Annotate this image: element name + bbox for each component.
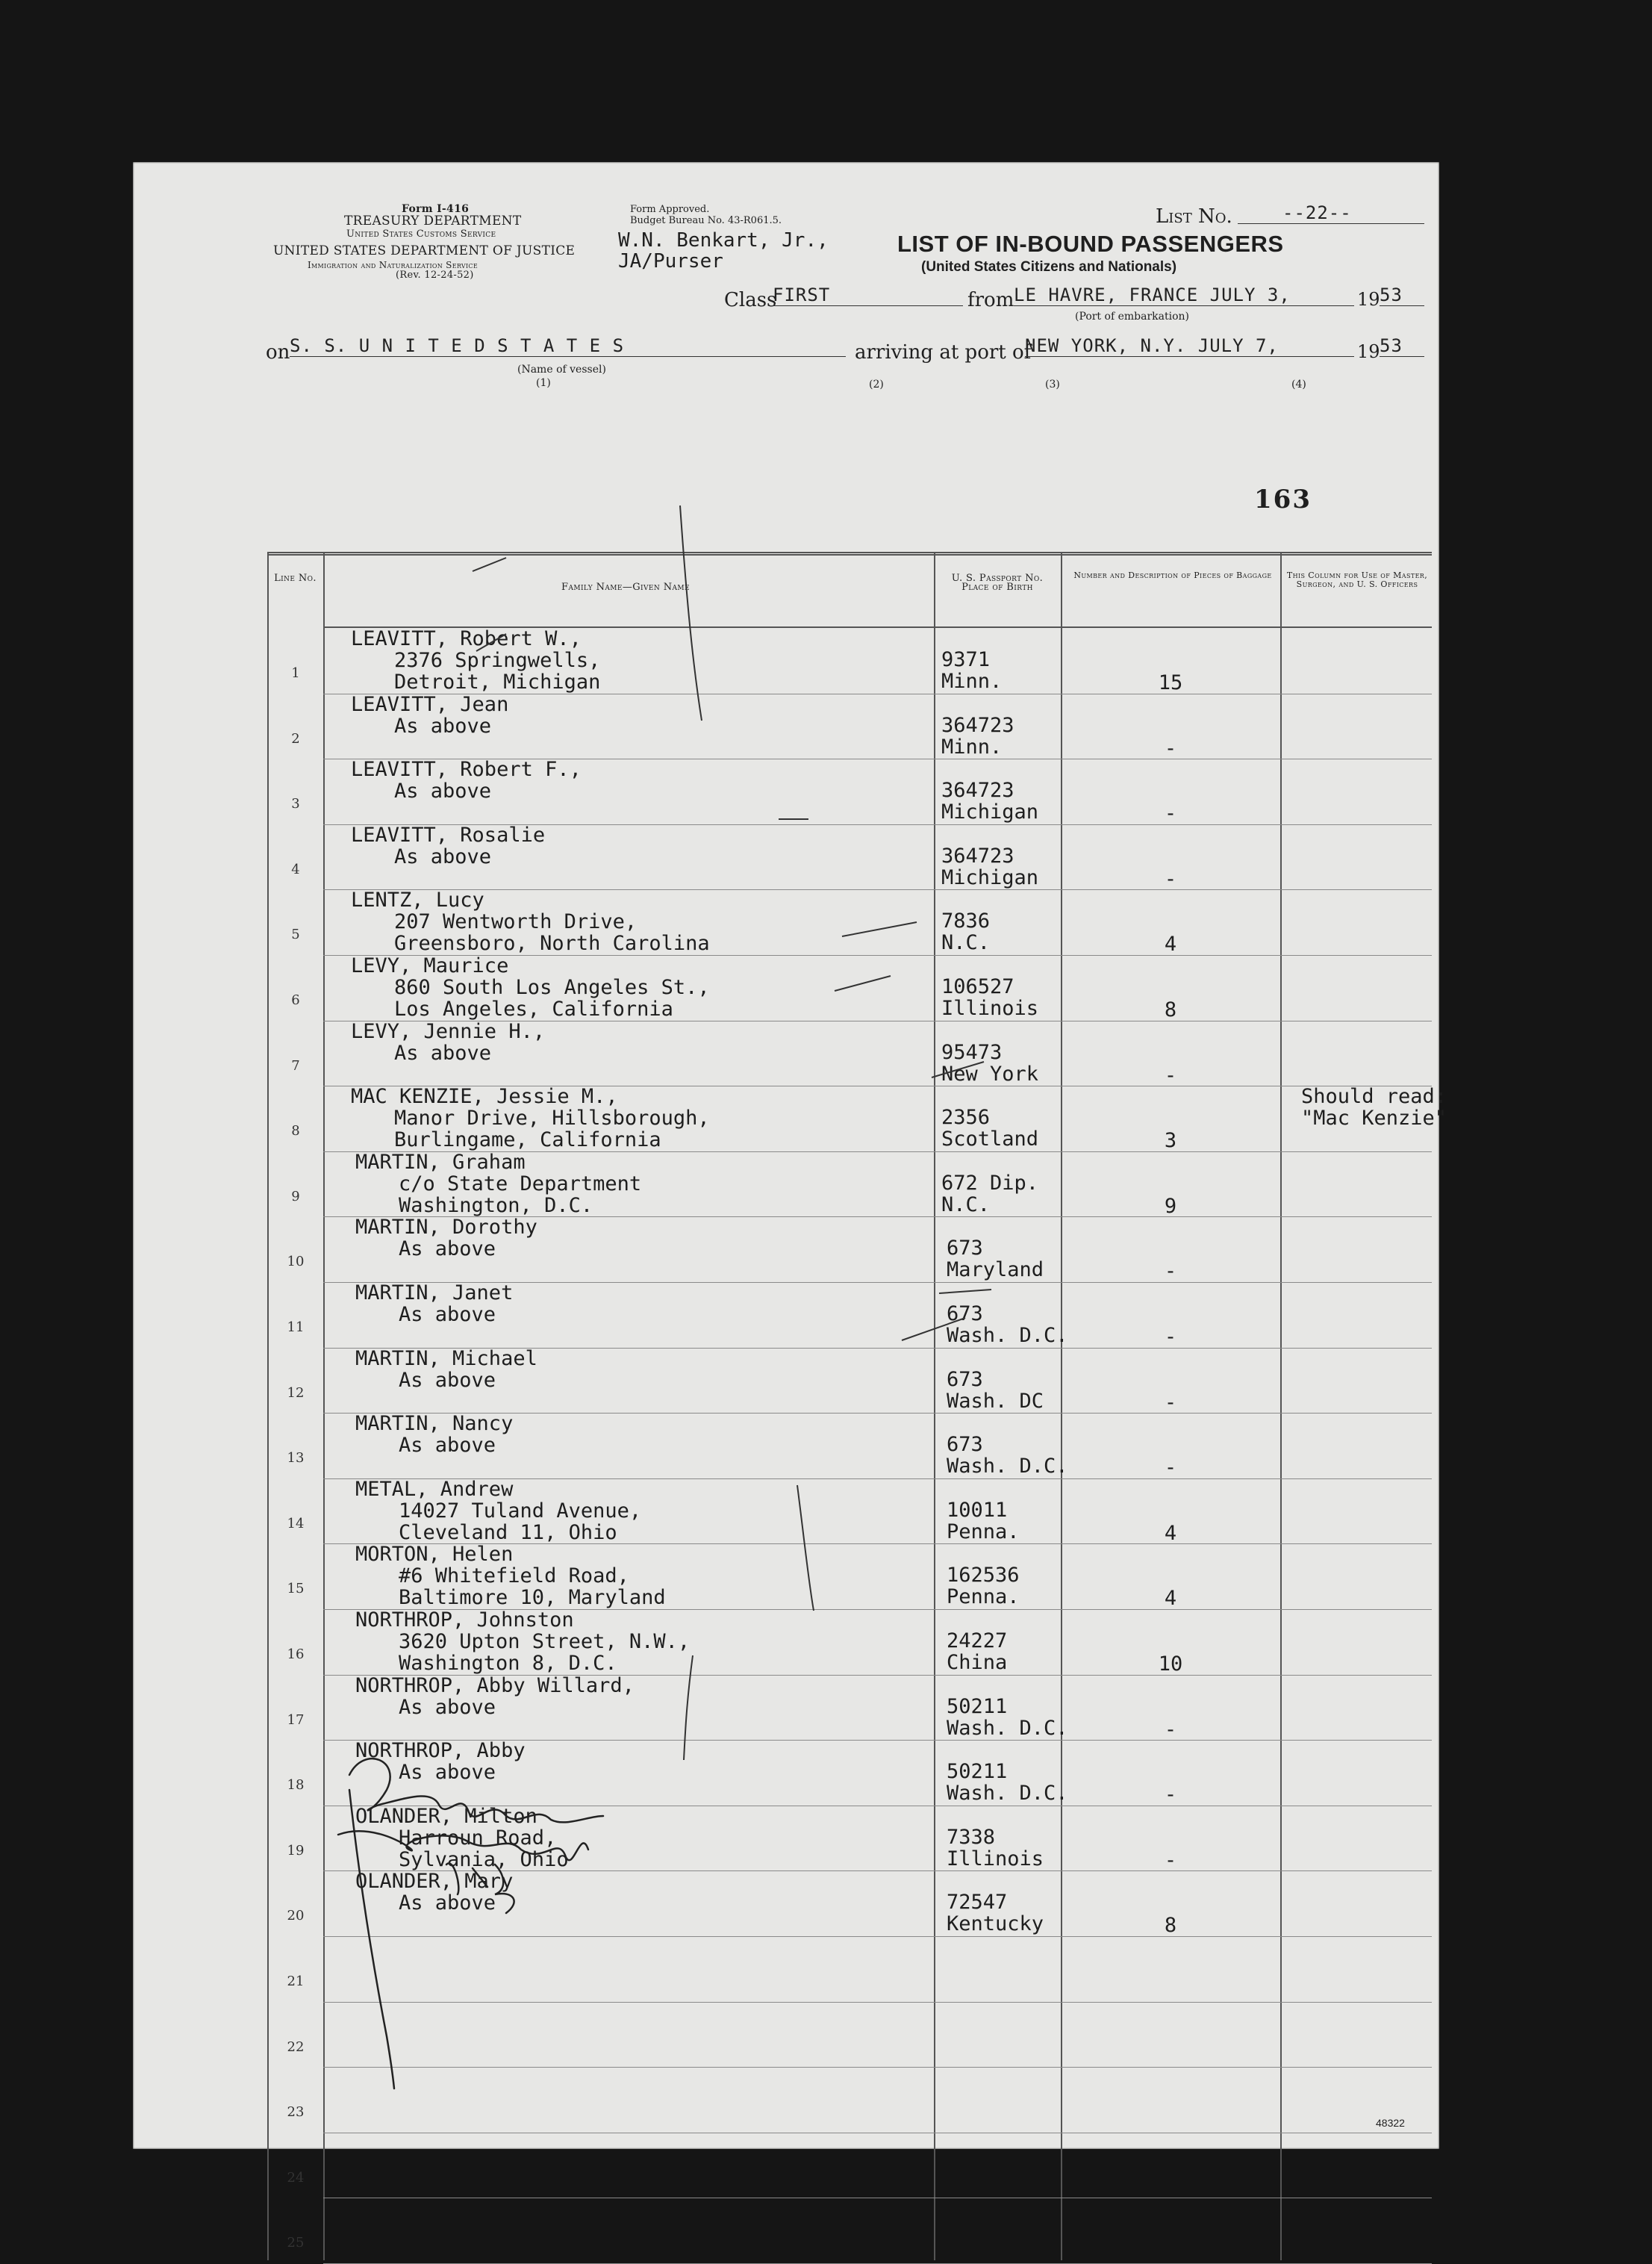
address-line-1: As above xyxy=(399,1761,496,1785)
line-number: 1 xyxy=(291,665,300,681)
line-number: 13 xyxy=(287,1450,305,1467)
line-number: 22 xyxy=(287,2038,305,2055)
address-line-1: As above xyxy=(394,780,492,803)
line-number: 8 xyxy=(291,1123,300,1139)
stamp-number: 163 xyxy=(1254,485,1312,514)
address-line-1: As above xyxy=(399,1434,496,1458)
address-line-1: 207 Wentworth Drive, xyxy=(394,910,638,934)
address-line-1: As above xyxy=(399,1891,496,1915)
passport-number: 364723 xyxy=(941,844,1014,868)
col-header-name: Family Name—Given Name xyxy=(561,582,690,593)
passenger-name: LEAVITT, Robert F., xyxy=(351,758,582,782)
address-line-1: 2376 Springwells, xyxy=(394,649,601,672)
address-line-2: Los Angeles, California xyxy=(394,998,673,1021)
place-of-birth: Penna. xyxy=(947,1585,1020,1609)
passport-number: 2356 xyxy=(941,1106,991,1130)
baggage-count: 9 xyxy=(1164,1194,1177,1218)
address-line-1: Harroun Road, xyxy=(399,1826,557,1850)
passport-number: 50211 xyxy=(947,1760,1008,1784)
address-line-1: c/o State Department xyxy=(399,1172,642,1195)
line-number: 12 xyxy=(287,1384,305,1401)
arriving-label: arriving at port of xyxy=(855,341,1032,364)
col-header-baggage: Number and Description of Pieces of Baggage xyxy=(1073,570,1272,580)
place-of-birth: Wash. D.C. xyxy=(947,1455,1068,1478)
passenger-name: MARTIN, Graham xyxy=(355,1150,526,1174)
line-number: 10 xyxy=(287,1254,305,1270)
treasury-department: TREASURY DEPARTMENT xyxy=(344,214,522,228)
address-line-2: Burlingame, California xyxy=(394,1128,661,1152)
passenger-name: LEAVITT, Robert W., xyxy=(351,627,582,650)
passport-number: 9371 xyxy=(941,648,991,671)
address-line-1: As above xyxy=(399,1368,496,1392)
col-number-3: (3) xyxy=(1045,379,1060,391)
baggage-count: - xyxy=(1164,1260,1177,1284)
line-number: 4 xyxy=(291,861,300,877)
baggage-count: - xyxy=(1164,1848,1177,1872)
on-label: on xyxy=(266,341,290,364)
place-of-birth: Wash. D.C. xyxy=(947,1782,1068,1806)
customs-service: United States Customs Service xyxy=(346,228,496,240)
address-line-1: As above xyxy=(394,714,492,738)
address-line-1: #6 Whitefield Road, xyxy=(399,1564,629,1588)
passenger-name: MORTON, Helen xyxy=(355,1543,514,1567)
address-line-1: 860 South Los Angeles St., xyxy=(394,976,710,999)
from-year: 53 xyxy=(1380,284,1424,306)
col-number-2: (2) xyxy=(869,379,884,391)
place-of-birth: Illinois xyxy=(941,997,1039,1020)
port-embarkation-caption: (Port of embarkation) xyxy=(1075,311,1189,323)
passenger-name: LENTZ, Lucy xyxy=(351,889,484,912)
baggage-count: - xyxy=(1164,1456,1177,1480)
line-number: 18 xyxy=(287,1777,305,1794)
passenger-name: MARTIN, Dorothy xyxy=(355,1216,537,1240)
passport-number: 673 xyxy=(947,1433,983,1457)
passport-number: 364723 xyxy=(941,713,1014,737)
revision: (Rev. 12-24-52) xyxy=(396,270,474,281)
passport-number: 162536 xyxy=(947,1564,1020,1587)
baggage-count: 8 xyxy=(1164,998,1177,1021)
passenger-name: MAC KENZIE, Jessie M., xyxy=(351,1085,618,1109)
address-line-2: Cleveland 11, Ohio xyxy=(399,1520,617,1544)
baggage-count: 10 xyxy=(1158,1652,1183,1676)
address-line-1: As above xyxy=(399,1695,496,1719)
place-of-birth: Wash. D.C. xyxy=(947,1716,1068,1740)
col-header-officers: This Column for Use of Master, Surgeon, and U. S. Officers xyxy=(1286,570,1428,589)
passport-number: 95473 xyxy=(941,1040,1003,1064)
line-number: 23 xyxy=(287,2104,305,2121)
address-line-2: Detroit, Michigan xyxy=(394,671,601,694)
baggage-count: 4 xyxy=(1164,933,1177,957)
place-of-birth: Minn. xyxy=(941,735,1003,759)
form-number: Form I-416 xyxy=(402,203,470,215)
arrival-port-date: NEW YORK, N.Y. JULY 7, xyxy=(1025,335,1354,357)
baggage-count: - xyxy=(1164,1390,1177,1414)
verification-marks xyxy=(133,162,1439,2149)
baggage-count: - xyxy=(1164,1325,1177,1349)
baggage-count: - xyxy=(1164,867,1177,891)
passenger-list-form xyxy=(133,162,1447,2251)
line-number: 25 xyxy=(287,2235,305,2251)
baggage-count: 15 xyxy=(1158,671,1183,694)
address-line-2: Sylvania, Ohio xyxy=(399,1847,569,1871)
col-number-4: (4) xyxy=(1291,379,1306,391)
passenger-name: OLANDER, Mary xyxy=(355,1870,514,1894)
line-number: 24 xyxy=(287,2169,305,2186)
passport-number: 72547 xyxy=(947,1891,1008,1915)
officer-name: W.N. Benkart, Jr., xyxy=(618,229,829,252)
passport-number: 7338 xyxy=(947,1825,996,1849)
line-number: 6 xyxy=(291,992,300,1008)
place-of-birth: Maryland xyxy=(947,1258,1044,1282)
baggage-count: 4 xyxy=(1164,1587,1177,1611)
line-number: 16 xyxy=(287,1646,305,1662)
passport-number: 673 xyxy=(947,1367,983,1391)
passenger-name: METAL, Andrew xyxy=(355,1477,514,1501)
line-number: 5 xyxy=(291,927,300,943)
place-of-birth: N.C. xyxy=(941,931,991,955)
line-number: 15 xyxy=(287,1581,305,1597)
address-line-1: 14027 Tuland Avenue, xyxy=(399,1499,642,1523)
officer-remark-2: "Mac Kenzie" xyxy=(1301,1107,1447,1131)
baggage-count: - xyxy=(1164,1063,1177,1087)
address-line-1: 3620 Upton Street, N.W., xyxy=(399,1630,691,1653)
class-label: Class xyxy=(724,289,777,311)
passenger-name: NORTHROP, Johnston xyxy=(355,1608,574,1632)
place-of-birth: N.C. xyxy=(941,1192,991,1216)
passenger-name: OLANDER, Milton xyxy=(355,1804,537,1828)
baggage-count: - xyxy=(1164,802,1177,826)
passenger-name: MARTIN, Michael xyxy=(355,1346,537,1370)
address-line-2: Washington 8, D.C. xyxy=(399,1652,617,1675)
baggage-count: 4 xyxy=(1164,1521,1177,1545)
place-of-birth: Michigan xyxy=(941,865,1039,889)
form-title: LIST OF IN-BOUND PASSENGERS xyxy=(897,231,1284,257)
line-number: 3 xyxy=(291,796,300,812)
line-number: 19 xyxy=(287,1842,305,1859)
address-line-1: As above xyxy=(399,1237,496,1261)
passport-number: 673 xyxy=(947,1237,983,1260)
line-number: 11 xyxy=(287,1319,305,1335)
officer-remark-1: Should read: xyxy=(1301,1085,1447,1109)
line-number: 9 xyxy=(291,1188,300,1204)
line-number: 17 xyxy=(287,1711,305,1728)
place-of-birth: Minn. xyxy=(941,670,1003,693)
passenger-name: LEVY, Jennie H., xyxy=(351,1019,546,1043)
passenger-name: LEVY, Maurice xyxy=(351,954,509,977)
address-line-1: Manor Drive, Hillsborough, xyxy=(394,1107,710,1131)
passenger-name: NORTHROP, Abby Willard, xyxy=(355,1673,635,1697)
place-of-birth: New York xyxy=(941,1062,1039,1086)
officer-title: JA/Purser xyxy=(618,250,723,273)
passenger-name: LEAVITT, Jean xyxy=(351,692,509,716)
place-of-birth: China xyxy=(947,1651,1008,1674)
address-line-2: Baltimore 10, Maryland xyxy=(399,1586,666,1610)
baggage-count: - xyxy=(1164,736,1177,760)
address-line-1: As above xyxy=(394,845,492,868)
from-port-date: LE HAVRE, FRANCE JULY 3, xyxy=(1014,284,1354,306)
passport-number: 50211 xyxy=(947,1694,1008,1718)
footer-number: 48322 xyxy=(1376,2117,1405,2129)
col-header-passport: U. S. Passport No. Place of Birth xyxy=(951,573,1044,593)
place-of-birth: Kentucky xyxy=(947,1912,1044,1936)
class-value: FIRST xyxy=(773,284,963,306)
justice-department: UNITED STATES DEPARTMENT OF JUSTICE xyxy=(273,243,576,258)
list-no-value: --22-- xyxy=(1238,202,1424,224)
address-line-2: Greensboro, North Carolina xyxy=(394,932,710,956)
col-header-line-no: Line No. xyxy=(274,573,317,584)
place-of-birth: Wash. D.C. xyxy=(947,1324,1068,1347)
passport-number: 673 xyxy=(947,1302,983,1325)
baggage-count: 8 xyxy=(1164,1914,1177,1938)
place-of-birth: Illinois xyxy=(947,1847,1044,1870)
arr-year: 53 xyxy=(1380,335,1424,357)
vessel-name: S. S. U N I T E D S T A T E S xyxy=(290,335,846,357)
passenger-name: MARTIN, Nancy xyxy=(355,1412,514,1436)
passport-number: 10011 xyxy=(947,1498,1008,1522)
place-of-birth: Scotland xyxy=(941,1128,1039,1151)
passport-number: 672 Dip. xyxy=(941,1171,1039,1195)
budget-bureau: Budget Bureau No. 43-R061.5. xyxy=(630,215,782,226)
ins-service: Immigration and Naturalization Service xyxy=(308,260,478,270)
form-subtitle: (United States Citizens and Nationals) xyxy=(921,259,1177,275)
address-line-1: As above xyxy=(394,1041,492,1065)
address-line-1: As above xyxy=(399,1303,496,1326)
address-line-2: Washington, D.C. xyxy=(399,1193,593,1217)
vessel-caption: (Name of vessel) xyxy=(517,364,606,376)
place-of-birth: Wash. DC xyxy=(947,1389,1044,1413)
line-number: 2 xyxy=(291,730,300,747)
place-of-birth: Penna. xyxy=(947,1520,1020,1543)
passport-number: 24227 xyxy=(947,1629,1008,1652)
baggage-count: - xyxy=(1164,1717,1177,1741)
baggage-count: 3 xyxy=(1164,1129,1177,1153)
passenger-name: MARTIN, Janet xyxy=(355,1281,514,1304)
from-label: from xyxy=(967,289,1014,311)
form-approved: Form Approved. xyxy=(630,204,710,215)
line-number: 20 xyxy=(287,1908,305,1924)
list-no-label: List No. xyxy=(1156,205,1232,228)
passenger-name: LEAVITT, Rosalie xyxy=(351,823,546,847)
passport-number: 364723 xyxy=(941,779,1014,803)
arr-year-prefix: 19 xyxy=(1357,341,1380,362)
passport-number: 7836 xyxy=(941,909,991,933)
passenger-name: NORTHROP, Abby xyxy=(355,1739,526,1763)
col-number-1: (1) xyxy=(536,377,551,389)
from-year-prefix: 19 xyxy=(1357,289,1380,310)
passport-number: 106527 xyxy=(941,975,1014,998)
line-number: 14 xyxy=(287,1515,305,1531)
line-number: 21 xyxy=(287,1974,305,1989)
baggage-count: - xyxy=(1164,1783,1177,1807)
place-of-birth: Michigan xyxy=(941,800,1039,824)
line-number: 7 xyxy=(291,1057,300,1074)
